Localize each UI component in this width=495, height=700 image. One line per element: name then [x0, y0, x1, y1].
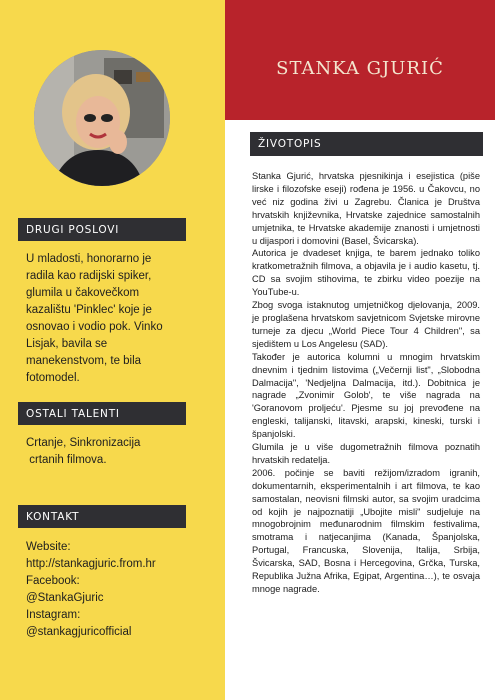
contact-label: Instagram:	[26, 609, 81, 621]
text-line: Crtanje, Sinkronizacija	[26, 437, 141, 449]
website-link[interactable]: http://stankagjuric.from.hr	[26, 558, 156, 570]
text-line: radila kao radijski spiker,	[26, 270, 152, 282]
zivotopis-text	[252, 170, 480, 596]
text-line: osnovao i vodio pok. Vinko	[26, 321, 163, 333]
text-line: crtanih filmova.	[26, 454, 107, 466]
text-line: fotomodel.	[26, 372, 80, 384]
bio-paragraph: 2006. počinje se baviti režijom/izradom igranih, dokumentarnih, eksperimentalnih i art filmova, te kao samostalan, neovisni filmski autor, sa svojim uradcima od kojih je najpoznatiji „Ubojite misli" sudjeluje na mnogobrojnim međunarodnim filmskim festivalima, smotrama i natjecanjima (Kanada, Španjolska, Portugal, Francuska, Slovenija, Italija, Srbija, Švicarska, SAD, Bosna i Hercegovina, Grčka, Turska, Republika Južna Afrika, Egipat, Argentina…), te osvaja mnoge nagrade.	[252, 467, 480, 594]
section-title-ostali-talenti: OSTALI TALENTI	[18, 402, 186, 425]
section-title-kontakt: KONTAKT	[18, 505, 186, 528]
text-line: manekenstvom, te bila	[26, 355, 142, 367]
ostali-talenti-text	[26, 435, 201, 469]
section-title-zivotopis: ŽIVOTOPIS	[250, 132, 483, 156]
drugi-poslovi-text	[26, 251, 201, 387]
kontakt-text	[26, 539, 201, 641]
text-line: glumila u čakovečkom	[26, 287, 140, 299]
bio-paragraph: Zbog svoga istaknutog umjetničkog djelovanja, 2009. je proglašena hrvatskom savjetnicom Svjetske mirovne turneje za djecu „World Piece Tour 4 Children", sa sjedištem u Los Angelesu (SAD).	[252, 300, 480, 349]
bio-paragraph: Stanka Gjurić, hrvatska pjesnikinja i esejistica (piše lirske i filozofske eseji) rođena je 1956. u Čakovcu, no već niz godina živi u Zagrebu. Članica je Društva hrvatskih književnika, Hrvatske zajednice samostalnih umjetnika, te Hrvatske akademije znanosti i umjetnosti u dijaspori i domovini (Basel, Švicarska).	[252, 171, 480, 246]
instagram-handle[interactable]: @stankagjuricofficial	[26, 626, 132, 638]
portrait-image	[34, 50, 170, 186]
bio-paragraph: Autorica je dvadeset knjiga, te barem jednako toliko kratkometražnih filmova, a objavila je i audio kasetu, tj. CD sa svojim stihovima, te zbirku video poezije na YouTube-u.	[252, 248, 480, 298]
contact-label: Website:	[26, 541, 71, 553]
text-line: kazalištu 'Pinklec' koje je	[26, 304, 152, 316]
text-line: Lisjak, bavila se	[26, 338, 108, 350]
bio-paragraph: Također je autorica kolumni u mnogim hrvatskim dnevnim i tjednim listovima („Večernji list", „Slobodna Dalmacija", 'Nedjeljna Dalmacija, itd.). Dobitnica je nagrade „Zvonimir Golob', te više nagrada na 'Goranovom proljeću'. Pjesme su joj prevođene na engleski, talijanski, litavski, arapski, kineski, turski i španjolski.	[252, 351, 480, 440]
section-title-drugi-poslovi: DRUGI POSLOVI	[18, 218, 186, 241]
person-name: STANKA GJURIĆ	[276, 58, 444, 79]
bio-paragraph: Glumila je u više dugometražnih filmova poznatih hrvatskih redatelja.	[252, 442, 480, 465]
text-line: U mladosti, honorarno je	[26, 253, 152, 265]
profile-photo	[34, 50, 170, 186]
facebook-handle[interactable]: @StankaGjuric	[26, 592, 104, 604]
contact-label: Facebook:	[26, 575, 80, 587]
